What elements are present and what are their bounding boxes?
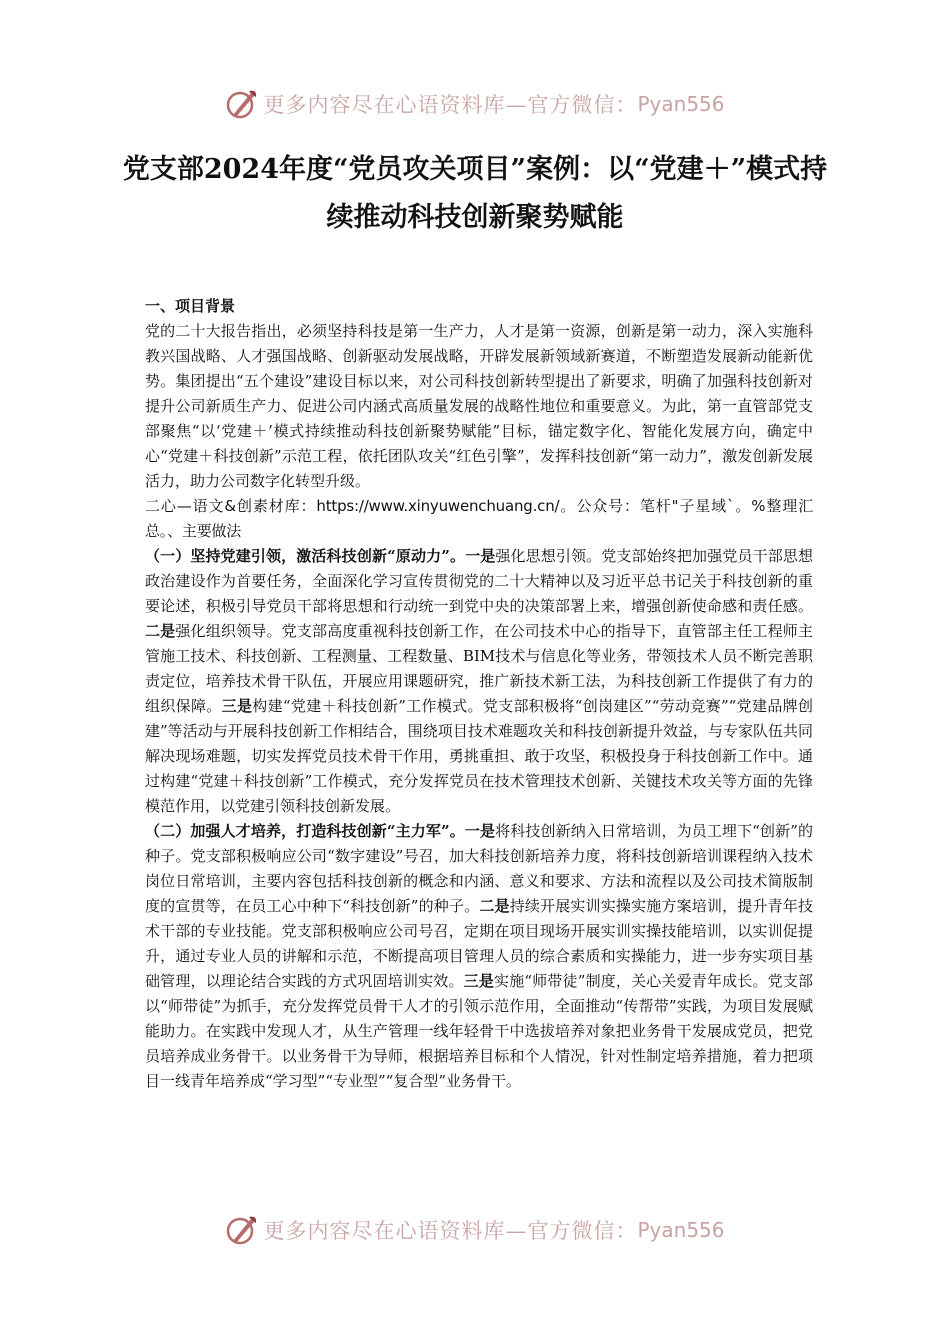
- document-body: [145, 294, 813, 1094]
- marker-first: 一是: [465, 547, 496, 565]
- watermark-text: 更多内容尽在心语资料库—官方微信：: [263, 93, 638, 117]
- paragraph-party-leadership: [145, 544, 813, 819]
- paragraph-background: 党的二十大报告指出，必须坚持科技是第一生产力，人才是第一资源，创新是第一动力，深入实施科教兴国战略、人才强国战略、创新驱动发展战略，开辟发展新领域新赛道，不断塑造发展新动能新优势。集团提出“五个建设”建设目标以来，对公司科技创新转型提出了新要求，明确了加强科技创新对提升公司新质生产力、促进公司内涵式高质量发展的战略性地位和重要意义。为此，第一直管部党支部聚焦“以‘党建＋’模式持续推动科技创新聚势赋能”目标，锚定数字化、智能化发展方向，确定中心“党建＋科技创新”示范工程，依托团队攻关“红色引擎”，发挥科技创新“第一动力”，激发创新发展活力，助力公司数字化转型升级。: [145, 322, 813, 490]
- subheading-talent-training: （二）加强人才培养，打造科技创新“主力军”。: [145, 822, 465, 840]
- watermark-wechat-id: Pyan556: [637, 92, 725, 116]
- watermark-text: 更多内容尽在心语资料库—官方微信：: [263, 1219, 638, 1243]
- section-heading-background: 一、项目背景: [145, 297, 236, 315]
- text-first: 将科技创新纳入日常培训，为员工埋下“创新”的种子。党支部积极响应公司“数字建设”号召，加大科技创新培养力度，将科技创新培训课程纳入技术岗位日常培训，主要内容包括科技创新的概念和内涵、意义和要求、方法和流程以及公司技术简版制度的宣贯等，在员工心中种下“科技创新”的种子。: [145, 822, 813, 915]
- document-title: 党支部2024年度“党员攻关项目”案例：以“党建＋”模式持续推动科技创新聚势赋能: [122, 154, 828, 233]
- watermark-banner-top: [0, 84, 950, 124]
- subheading-party-leadership: （一）坚持党建引领，激活科技创新“原动力”。: [145, 547, 466, 565]
- text-third: 构建“党建＋科技创新”工作模式。党支部积极将“创岗建区”“劳动竞赛”“党建品牌创建”等活动与开展科技创新工作相结合，围绕项目技术难题攻关和科技创新提升效益，与专家队伍共同解决现场难题，切实发挥党员技术骨干作用，勇挑重担、敢于攻坚，积极投身于科技创新工作中。通过构建“党建＋科技创新”工作模式，充分发挥党员在技术管理技术创新、关键技术攻关等方面的先锋模范作用，以党建引领科技创新发展。: [145, 697, 813, 815]
- paragraph-talent-training: [145, 819, 813, 1094]
- marker-first: 一是: [464, 822, 496, 840]
- text-second: 持续开展实训实操实施方案培训，提升青年技术干部的专业技能。党支部积极响应公司号召，定期在项目现场开展实训实操技能培训，以实训促提升，通过专业人员的讲解和示范，不断提高项目管理人员的综合素质和实操能力，进一步夯实项目基础管理，以理论结合实践的方式巩固培训实效。: [145, 897, 813, 990]
- text-third: 实施“师带徒”制度，关心关爱青年成长。党支部以“师带徒”为抓手，充分发挥党员骨干人才的引领示范作用，全面推动“传帮带”实践，为项目发展赋能助力。在实践中发现人才，从生产管理一线年轻骨干中选拔培养对象把业务骨干发展成党员，把党员培养成业务骨干。以业务骨干为导师，根据培养目标和个人情况，针对性制定培养措施，着力把项目一线青年培养成“学习型”“专业型”“复合型”业务骨干。: [145, 972, 813, 1090]
- marker-third: 三是: [463, 972, 495, 990]
- watermark-wechat-id: Pyan556: [637, 1218, 725, 1242]
- marker-third: 三是: [221, 697, 253, 715]
- quill-logo-icon: [225, 1213, 259, 1247]
- text-first: 强化思想引领。党支部始终把加强党员干部思想政治建设作为首要任务，全面深化学习宣传贯彻党的二十大精神以及习近平总书记关于科技创新的重要论述，积极引导党员干部将思想和行动统一到党中央的决策部署上来，增强创新使命感和责任感。: [145, 547, 813, 615]
- marker-second: 二是: [145, 622, 176, 640]
- watermark-banner-bottom: [0, 1210, 950, 1250]
- text-second: 强化组织领导。党支部高度重视科技创新工作，在公司技术中心的指导下，直管部主任工程师主管施工技术、科技创新、工程测量、工程数量、BIM技术与信息化等业务，带领技术人员不断完善职责定位，培养技术骨干队伍，开展应用课题研究，推广新技术新工法，为科技创新工作提供了有力的组织保障。: [145, 622, 813, 715]
- source-line: 二心—语文&创素材库：https://www.xinyuwenchuang.cn/。公众号：笔杆"子星域`。%整理汇总。、主要做法: [145, 497, 813, 540]
- marker-second: 二是: [479, 897, 510, 915]
- quill-logo-icon: [225, 87, 259, 121]
